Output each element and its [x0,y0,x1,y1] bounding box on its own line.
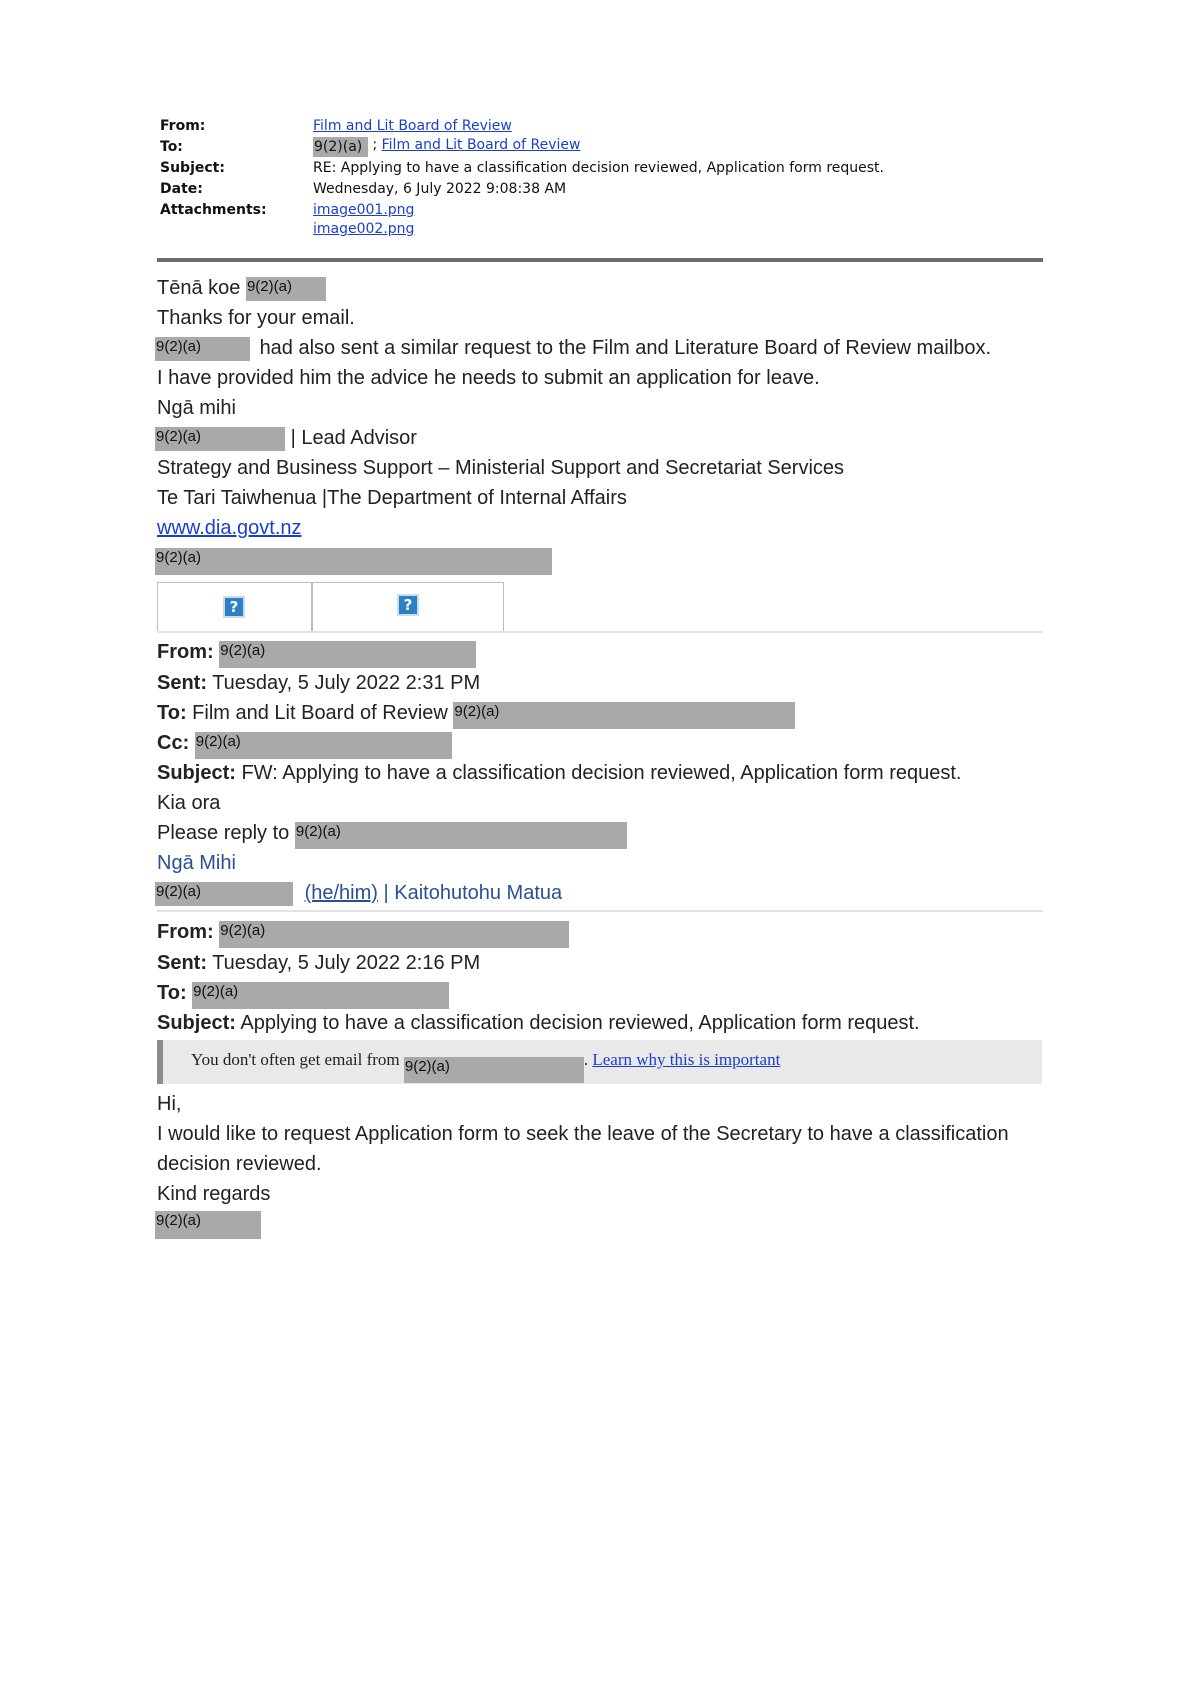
sent-value: Tuesday, 5 July 2022 2:16 PM [212,952,481,974]
date-value: Wednesday, 6 July 2022 9:08:38 AM [313,181,567,197]
redaction-block: 9(2)(a) [295,822,627,849]
message-divider [157,631,1043,633]
redaction-block: 9(2)(a) [195,732,452,759]
to-value [313,137,580,157]
question-mark-icon: ? [223,596,245,618]
redaction-block: 9(2)(a) [192,982,449,1009]
to-value: Film and Lit Board of Review [192,702,448,724]
image-placeholder [157,582,312,632]
sent-label: Sent: [157,952,207,974]
body-line: I have provided him the advice he needs to submit an application for leave. [157,367,820,389]
from-label: From: [157,921,214,943]
msg3-sent-line [157,952,480,975]
attachments-label: Attachments: [160,202,267,218]
learn-why-link[interactable]: Learn why this is important [592,1050,781,1069]
msg2-greeting: Kia ora [157,792,221,814]
body-text: Please reply to [157,822,290,844]
msg2-to-line [157,702,795,729]
msg2-signature-line [157,882,562,906]
to-label: To: [160,139,183,155]
body-line: Thanks for your email. [157,307,355,329]
msg3-to-line [157,982,449,1009]
msg2-from-line [157,641,476,668]
from-label: From: [160,118,206,134]
redacted-line [157,548,552,575]
external-sender-banner [157,1040,1042,1084]
question-mark-icon: ? [397,594,419,616]
pronoun-link[interactable]: (he/him) [304,882,378,904]
from-label: From: [157,641,214,663]
message-divider [157,910,1043,912]
msg2-body-line [157,822,627,849]
redaction-block: 9(2)(a) [155,1211,261,1239]
body-line [157,337,991,361]
sent-label: Sent: [157,672,207,694]
msg3-signature [157,1211,261,1239]
subject-value: Applying to have a classification decision reviewed, Application form request. [240,1012,920,1034]
subject-value: RE: Applying to have a classification decision reviewed, Application form request. [313,160,884,176]
msg3-from-line [157,921,569,948]
signature-dept: Strategy and Business Support – Ministerial Support and Secretariat Services [157,457,845,479]
redaction-block: 9(2)(a) [155,548,552,575]
greeting-text: Tēnā koe [157,277,241,299]
msg3-signoff: Kind regards [157,1183,271,1205]
signature-org: Te Tari Taiwhenua |The Department of Internal Affairs [157,487,627,509]
banner-suffix: . [583,1050,589,1069]
banner-prefix: You don't often get email from [191,1050,400,1069]
redaction-block: 9(2)(a) [155,882,293,906]
msg3-body-line: decision reviewed. [157,1153,322,1175]
banner-text [191,1050,780,1083]
msg3-subject-line [157,1012,920,1035]
subject-label: Subject: [157,1012,236,1034]
from-link[interactable]: Film and Lit Board of Review [313,118,512,134]
signature-name-line [157,427,417,451]
header-divider [157,258,1043,262]
to-label: To: [157,702,187,724]
greeting-line [157,277,326,301]
to-label: To: [157,982,187,1004]
image-placeholder [312,582,504,632]
msg2-signoff: Ngā Mihi [157,852,236,874]
redaction-block: 9(2)(a) [219,641,476,668]
date-label: Date: [160,181,203,197]
redaction-block: 9(2)(a) [313,137,368,157]
msg3-greeting: Hi, [157,1093,182,1115]
subject-value: FW: Applying to have a classification decision reviewed, Application form request. [241,762,962,784]
msg2-subject-line [157,762,961,785]
website-link[interactable]: www.dia.govt.nz [157,517,302,539]
redaction-block: 9(2)(a) [246,277,326,301]
to-separator: ; [372,137,378,153]
msg2-cc-line [157,732,452,759]
subject-label: Subject: [160,160,225,176]
redaction-block: 9(2)(a) [404,1057,584,1083]
subject-label: Subject: [157,762,236,784]
msg3-body-line: I would like to request Application form to seek the leave of the Secretary to have a classification [157,1123,1009,1145]
redaction-block: 9(2)(a) [219,921,569,948]
to-link[interactable]: Film and Lit Board of Review [381,137,581,153]
redaction-block: 9(2)(a) [155,427,285,451]
signature-title: | Kaitohutohu Matua [383,882,563,904]
attachment-link[interactable]: image002.png [313,221,415,237]
sent-value: Tuesday, 5 July 2022 2:31 PM [212,672,481,694]
body-text: had also sent a similar request to the Film and Literature Board of Review mailbox. [259,337,992,359]
signoff: Ngā mihi [157,397,236,419]
signature-title: | Lead Advisor [290,427,417,449]
msg2-sent-line [157,672,480,695]
redaction-block: 9(2)(a) [155,337,250,361]
attachment-link[interactable]: image001.png [313,202,415,218]
redaction-block: 9(2)(a) [453,702,795,729]
cc-label: Cc: [157,732,190,754]
